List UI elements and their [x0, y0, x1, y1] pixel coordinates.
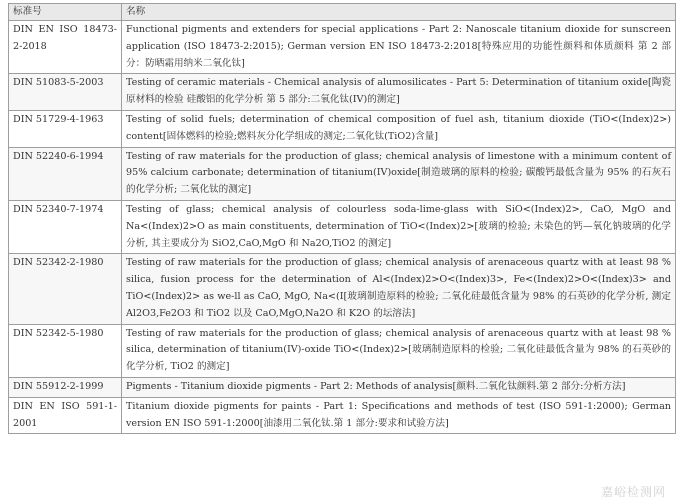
standard-code: DIN EN ISO 18473-2-2018 — [9, 21, 122, 74]
standard-name: Testing of ceramic materials - Chemical analysis of alumosilicates - Part 5: Determination of titanium oxide[陶瓷原材料的检验 硅酸铝的化学分析 第 5 部分:二氧化钛(IV)的测定] — [122, 74, 676, 111]
standard-name: Testing of raw materials for the production of glass; chemical analysis of limestone with a minimum content of 95% calcium carbonate; determination of titanium(IV)oxide[制造玻璃的原料的检验; 碳酸钙最低含量为 95% 的石灰石的化学分析; 二氧化钛的测定] — [122, 147, 676, 200]
table-row — [9, 254, 676, 324]
standard-code: DIN 52340-7-1974 — [9, 200, 122, 253]
standard-code: DIN EN ISO 591-1-2001 — [9, 397, 122, 434]
table-row — [9, 377, 676, 397]
standard-code: DIN 52342-5-1980 — [9, 324, 122, 377]
standard-name: Testing of raw materials for the production of glass; chemical analysis of arenaceous quartz with at least 98 % silica, fusion process for the determination of Al<(Index)2>O<(Index)3>, Fe<(Index)2>O<(Index)3> and TiO<(Index)2> as we-ll as CaO, MgO, Na<(I[玻璃制造原料的检验; 二氧化硅最低含量为 98% 的石英砂的化学分析, 测定 Al2O3,Fe2O3 和 TiO2 以及 CaO,MgO,Na2O 和 K2O 的坛溶法] — [122, 254, 676, 324]
standard-name: Pigments - Titanium dioxide pigments - Part 2: Methods of analysis[颜料.二氧化钛颜料.第 2 部分:分析方法] — [122, 377, 676, 397]
header-name: 名称 — [122, 4, 676, 21]
standard-name: Testing of glass; chemical analysis of colourless soda-lime-glass with SiO<(Index)2>, CaO, MgO and Na<(Index)2>O as main constituents, determination of TiO<(Index)2>[玻璃的检验; 未染色的钙—氧化钠玻璃的化学分析, 其主要成分为 SiO2,CaO,MgO 和 Na2O,TiO2 的测定] — [122, 200, 676, 253]
standard-code: DIN 51729-4-1963 — [9, 110, 122, 147]
table-row — [9, 21, 676, 74]
standard-code: DIN 55912-2-1999 — [9, 377, 122, 397]
standard-name: Testing of raw materials for the production of glass; chemical analysis of arenaceous quartz with at least 98 % silica, determination of titanium(IV)-oxide TiO<(Index)2>[玻璃制造原料的检验; 二氧化硅最低含量为 98% 的石英砂的化学分析, TiO2 的测定] — [122, 324, 676, 377]
standard-code: DIN 51083-5-2003 — [9, 74, 122, 111]
table-row — [9, 74, 676, 111]
table-row — [9, 147, 676, 200]
table-header-row — [9, 4, 676, 21]
table-row — [9, 397, 676, 434]
standard-name: Titanium dioxide pigments for paints - Part 1: Specifications and methods of test (ISO 591-1:2000); German version EN ISO 591-1:2000[油漆用二氧化钛.第 1 部分:要求和试验方法] — [122, 397, 676, 434]
header-code: 标准号 — [9, 4, 122, 21]
table-row — [9, 324, 676, 377]
standard-name: Functional pigments and extenders for special applications - Part 2: Nanoscale titanium dioxide for sunscreen application (ISO 18473-2:2015); German version EN ISO 18473-2:2018[特殊应用的功能性颜料和体质颜料 第 2 部分：防晒霜用纳米二氧化钛] — [122, 21, 676, 74]
standards-table — [8, 3, 676, 434]
watermark: 嘉峪检测网 — [600, 485, 666, 499]
standard-code: DIN 52342-2-1980 — [9, 254, 122, 324]
standard-name: Testing of solid fuels; determination of chemical composition of fuel ash, titanium dioxide (TiO<(Index)2>) content[固体燃料的检验;燃料灰分化学组成的测定;二氧化钛(TiO2)含量] — [122, 110, 676, 147]
standard-code: DIN 52240-6-1994 — [9, 147, 122, 200]
table-row — [9, 200, 676, 253]
table-row — [9, 110, 676, 147]
